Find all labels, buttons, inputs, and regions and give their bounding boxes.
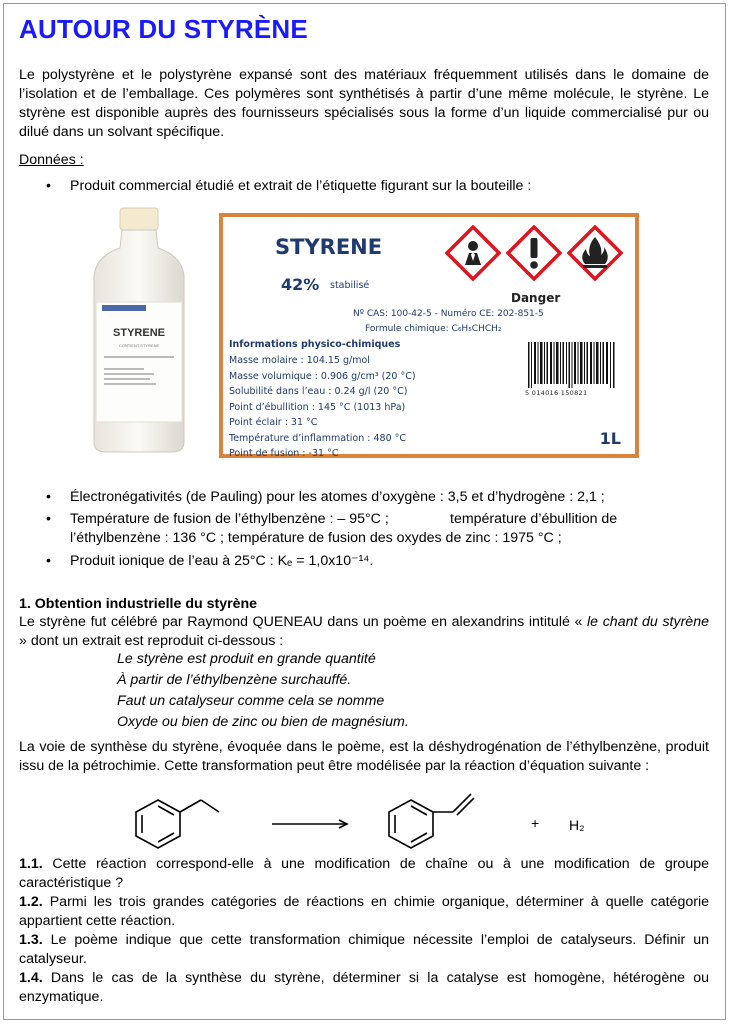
poem-line: Faut un catalyseur comme cela se nomme [117, 693, 385, 709]
question-1-1: 1.1. Cette réaction correspond-elle à une modification de chaîne ou à une modification de groupe caractéristique ? [19, 856, 709, 891]
bullet-temperatures-c: l’éthylbenzène : 136 °C ; température de fusion des oxydes de zinc : 1975 °C ; [70, 530, 562, 546]
label-prop: Masse volumique : 0.906 g/cm³ (20 °C) [229, 370, 416, 382]
bullet-electronegativity: Électronégativités (de Pauling) pour les atomes d’oxygène : 3,5 et d’hydrogène : 2,1 ; [70, 489, 605, 505]
label-stabilise: stabilisé [330, 280, 370, 291]
label-prop: Température d’inflammation : 480 °C [229, 432, 407, 444]
equation-h2: H₂ [569, 817, 585, 833]
bullet-temperatures-b: température d’ébullition de [450, 511, 618, 527]
bottle-brand-text: STYRENE [113, 327, 165, 339]
health-hazard-icon [445, 225, 501, 281]
bullet-ionic-product: Produit ionique de l’eau à 25°C : Kₑ = 1,0x10⁻¹⁴. [70, 553, 374, 569]
label-prop: Point éclair : 31 °C [229, 417, 318, 428]
bullet-temperatures-a: Température de fusion de l’éthylbenzène : – 95°C ; [70, 511, 389, 527]
bullet-dot: • [46, 489, 51, 505]
label-danger: Danger [511, 291, 561, 305]
label-cas: Nº CAS: 100-42-5 - Numéro CE: 202-851-5 [353, 309, 544, 319]
question-1-4: 1.4. Dans le cas de la synthèse du styrène, déterminer si la catalyse est homogène, hétérogène ou enzymatique. [19, 970, 709, 1005]
synthese-paragraph: La voie de synthèse du styrène, évoquée dans le poème, est la déshydrogénation de l’éthylbenzène, produit issu de la pétrochimie. Cette transformation peut être modélisée par la réaction d’équation suivante : [19, 739, 709, 774]
barcode [528, 342, 616, 388]
label-product-name: STYRENE [275, 235, 383, 259]
label-formule: Formule chimique: C₆H₅CHCH₂ [365, 324, 502, 334]
label-prop: Solubilité dans l’eau : 0.24 g/l (20 °C) [229, 386, 408, 397]
flame-icon [567, 225, 623, 281]
poem-line: Le styrène est produit en grande quantité [117, 651, 376, 667]
bullet-product: Produit commercial étudié et extrait de l’étiquette figurant sur la bouteille : [70, 178, 532, 194]
poem-line: À partir de l’éthylbenzène surchauffé. [117, 672, 352, 688]
equation-plus: + [531, 815, 540, 831]
section1-intro: Le styrène fut célébré par Raymond QUENEAU dans un poème en alexandrins intitulé « le chant du styrène » dont un extrait est reproduit ci-dessous : [19, 614, 709, 649]
label-props [229, 353, 416, 462]
question-1-2: 1.2. Parmi les trois grandes catégories de réactions en chimie organique, déterminer à quelle catégorie appartient cette réaction. [19, 894, 709, 929]
bottle-image [82, 206, 196, 456]
page-title: AUTOUR DU STYRÈNE [19, 14, 308, 44]
product-label [219, 213, 639, 458]
bullet-dot: • [46, 553, 51, 569]
question-1-3: 1.3. Le poème indique que cette transformation chimique nécessite l’emploi de catalyseurs. Définir un catalyseur. [19, 932, 709, 967]
label-volume: 1L [599, 429, 621, 448]
label-prop: Masse molaire : 104.15 g/mol [229, 355, 370, 366]
bullet-dot: • [46, 178, 51, 194]
bullet-dot: • [46, 511, 51, 527]
label-prop: Point de fusion : -31 °C [229, 448, 339, 459]
poem-line: Oxyde ou bien de zinc ou bien de magnésium. [117, 714, 409, 730]
intro-paragraph: Le polystyrène et le polystyrène expansé sont des matériaux fréquemment utilisés dans le domaine de l’isolation et de l’emballage. Ces polymères sont synthétisés à partir d’une même molécule, le styrène. Le styrène est disponible auprès des fournisseurs spécialisés sous la forme d’un liquide commercialisé pur ou dilué dans un solvant spécifique. [19, 67, 709, 140]
reaction-equation [133, 792, 613, 854]
barcode-number: 5 014016 150821 [525, 389, 588, 397]
section1-title: 1. Obtention industrielle du styrène [19, 596, 258, 612]
label-info-title: Informations physico-chimiques [229, 339, 401, 350]
bottle-small-text: CONTIENT STYRENE [118, 343, 160, 348]
label-percent: 42% [281, 275, 320, 294]
label-prop: Point d’ébullition : 145 °C (1013 hPa) [229, 401, 406, 413]
exclamation-icon [506, 225, 562, 281]
donnees-heading: Données : [19, 152, 84, 168]
